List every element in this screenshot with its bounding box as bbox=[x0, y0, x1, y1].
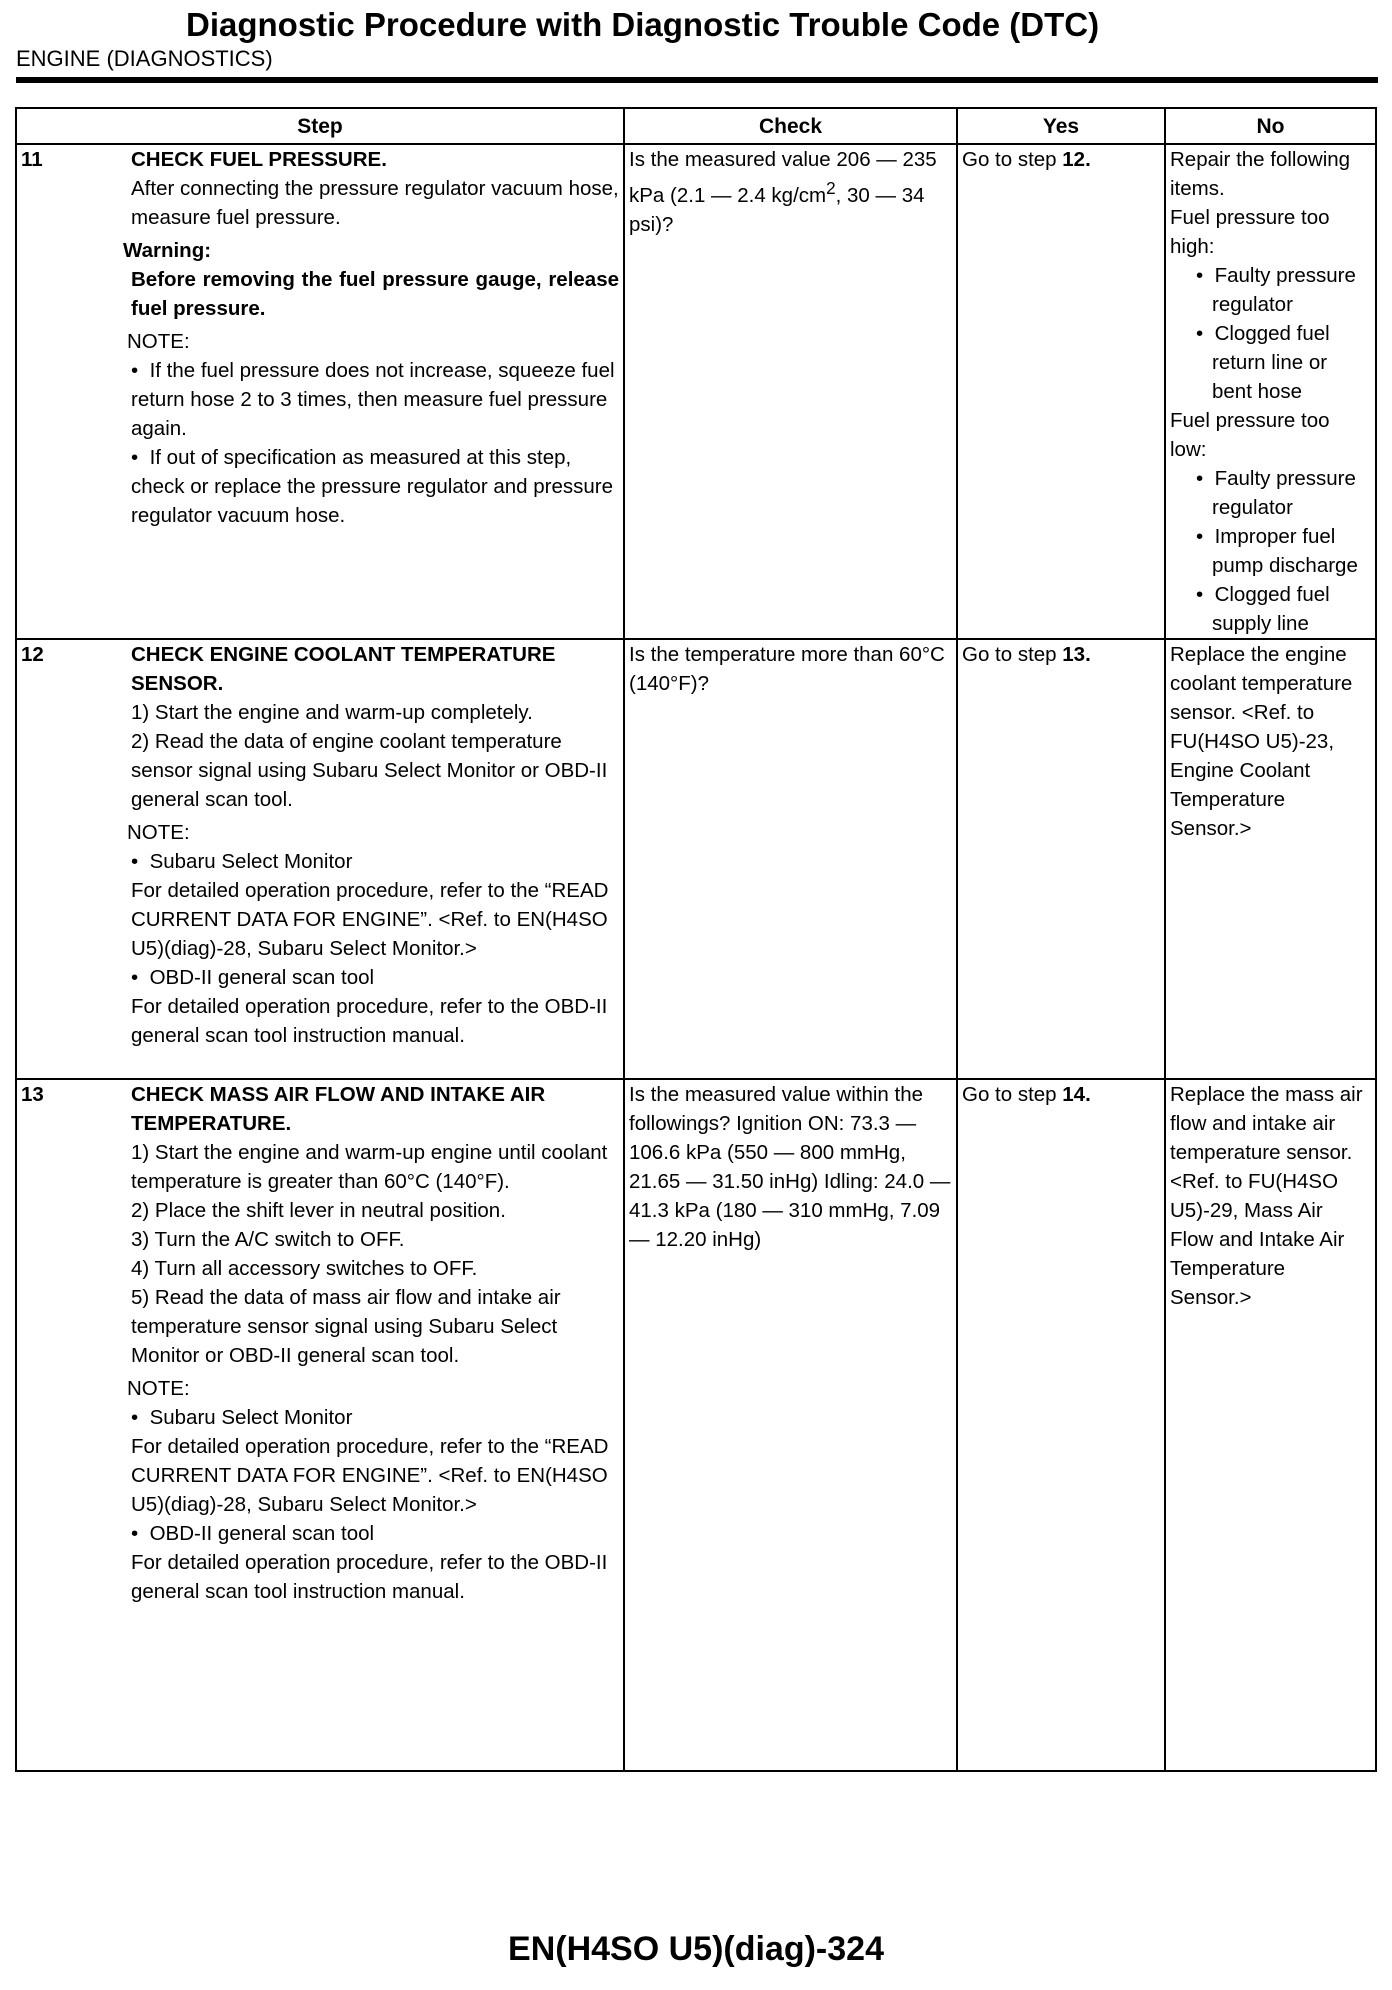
warning-text: Before removing the fuel pressure gauge, release fuel pressure. bbox=[131, 268, 619, 320]
step-number: 12 bbox=[21, 643, 44, 666]
column-header-no: No bbox=[1165, 108, 1376, 144]
yes-step-link: 12. bbox=[1062, 148, 1091, 171]
yes-cell bbox=[957, 144, 1165, 639]
column-header-step: Step bbox=[16, 108, 624, 144]
no-intro: Repair the following items. bbox=[1170, 148, 1351, 200]
step-cell bbox=[16, 1079, 624, 1771]
column-header-yes: Yes bbox=[957, 108, 1165, 144]
check-cell: Is the measured value within the followings? Ignition ON: 73.3 — 106.6 kPa (550 — 800 mmHg, 21.65 — 31.50 inHg) Idling: 24.0 — 41.3 kPa (180 — 310 mmHg, 7.09 — 12.20 inHg) bbox=[624, 1079, 957, 1771]
note-item: • If the fuel pressure does not increase, squeeze fuel return hose 2 to 3 times, then measure fuel pressure again. bbox=[131, 356, 619, 443]
header-divider bbox=[16, 77, 1378, 83]
section-subtitle: ENGINE (DIAGNOSTICS) bbox=[16, 46, 273, 71]
no-high-label: Fuel pressure too high: bbox=[1170, 206, 1330, 258]
yes-cell bbox=[957, 1079, 1165, 1771]
no-low-label: Fuel pressure too low: bbox=[1170, 409, 1330, 461]
note-item-text: For detailed operation procedure, refer to the “READ CURRENT DATA FOR ENGINE”. <Ref. to EN(H4SO U5)(diag)-28, Subaru Select Monitor.> bbox=[131, 879, 609, 960]
no-cell: Replace the engine coolant temperature sensor. <Ref. to FU(H4SO U5)-23, Engine Coolant Temperature Sensor.> bbox=[1165, 639, 1376, 1079]
step-instruction: After connecting the pressure regulator vacuum hose, measure fuel pressure. bbox=[131, 177, 619, 229]
step-number: 11 bbox=[21, 148, 43, 171]
step-title: CHECK ENGINE COOLANT TEMPERATURE SENSOR. bbox=[131, 643, 556, 695]
page-footer-code: EN(H4SO U5)(diag)-324 bbox=[508, 1930, 884, 1968]
step-instruction: 4) Turn all accessory switches to OFF. bbox=[131, 1257, 478, 1280]
yes-prefix: Go to step bbox=[962, 1083, 1063, 1106]
check-cell: Is the temperature more than 60°C (140°F)? bbox=[624, 639, 957, 1079]
step-instruction: 5) Read the data of mass air flow and intake air temperature sensor signal using Subaru Select Monitor or OBD-II general scan tool. bbox=[131, 1286, 561, 1367]
yes-step-link: 14. bbox=[1062, 1083, 1091, 1106]
no-low-item: • Clogged fuel supply line bbox=[1186, 580, 1371, 638]
no-low-item: • Improper fuel pump discharge bbox=[1186, 522, 1371, 580]
no-cell bbox=[1165, 144, 1376, 639]
note-item-title: • OBD-II general scan tool bbox=[131, 1519, 619, 1548]
note-label: NOTE: bbox=[127, 1377, 190, 1400]
note-item-text: For detailed operation procedure, refer to the OBD-II general scan tool instruction manual. bbox=[131, 995, 608, 1047]
table-row bbox=[16, 639, 1376, 1079]
no-cell: Replace the mass air flow and intake air temperature sensor. <Ref. to FU(H4SO U5)-29, Mass Air Flow and Intake Air Temperature Sensor.> bbox=[1165, 1079, 1376, 1771]
step-title: CHECK MASS AIR FLOW AND INTAKE AIR TEMPERATURE. bbox=[131, 1083, 546, 1135]
check-superscript: 2 bbox=[826, 179, 836, 198]
step-instruction: 1) Start the engine and warm-up completely. bbox=[131, 701, 533, 724]
note-item-text: For detailed operation procedure, refer to the OBD-II general scan tool instruction manual. bbox=[131, 1551, 608, 1603]
no-low-item: • Faulty pressure regulator bbox=[1186, 464, 1371, 522]
column-header-check: Check bbox=[624, 108, 957, 144]
yes-step-link: 13. bbox=[1062, 643, 1091, 666]
step-instruction: 3) Turn the A/C switch to OFF. bbox=[131, 1228, 405, 1251]
check-cell bbox=[624, 144, 957, 639]
step-number: 13 bbox=[21, 1083, 44, 1106]
no-high-item: • Faulty pressure regulator bbox=[1186, 261, 1371, 319]
page-title: Diagnostic Procedure with Diagnostic Trouble Code (DTC) bbox=[186, 6, 1100, 43]
yes-prefix: Go to step bbox=[962, 643, 1063, 666]
check-text: Is the measured value 206 — 235 kPa (2.1 — 2.4 kg/cm bbox=[629, 148, 937, 207]
yes-cell bbox=[957, 639, 1165, 1079]
yes-prefix: Go to step bbox=[962, 148, 1063, 171]
step-title: CHECK FUEL PRESSURE. bbox=[131, 148, 387, 171]
step-cell bbox=[16, 639, 624, 1079]
table-header-row bbox=[16, 108, 1376, 144]
note-item: • If out of specification as measured at this step, check or replace the pressure regulator and pressure regulator vacuum hose. bbox=[131, 443, 619, 530]
note-item-title: • OBD-II general scan tool bbox=[131, 963, 619, 992]
check-text-end: , 30 — 34 psi)? bbox=[629, 183, 925, 236]
step-instruction: 1) Start the engine and warm-up engine until coolant temperature is greater than 60°C (140°F). bbox=[131, 1141, 608, 1193]
table-row bbox=[16, 1079, 1376, 1771]
note-label: NOTE: bbox=[127, 821, 190, 844]
note-item-title: • Subaru Select Monitor bbox=[131, 1403, 619, 1432]
diagnostic-procedure-table bbox=[15, 107, 1377, 1772]
note-item-text: For detailed operation procedure, refer to the “READ CURRENT DATA FOR ENGINE”. <Ref. to EN(H4SO U5)(diag)-28, Subaru Select Monitor.> bbox=[131, 1435, 609, 1516]
table-row bbox=[16, 144, 1376, 639]
step-cell bbox=[16, 144, 624, 639]
note-item-title: • Subaru Select Monitor bbox=[131, 847, 619, 876]
step-instruction: 2) Place the shift lever in neutral position. bbox=[131, 1199, 506, 1222]
note-label: NOTE: bbox=[127, 330, 190, 353]
warning-label: Warning: bbox=[123, 239, 212, 262]
step-instruction: 2) Read the data of engine coolant temperature sensor signal using Subaru Select Monitor or OBD-II general scan tool. bbox=[131, 730, 608, 811]
no-high-item: • Clogged fuel return line or bent hose bbox=[1186, 319, 1371, 406]
